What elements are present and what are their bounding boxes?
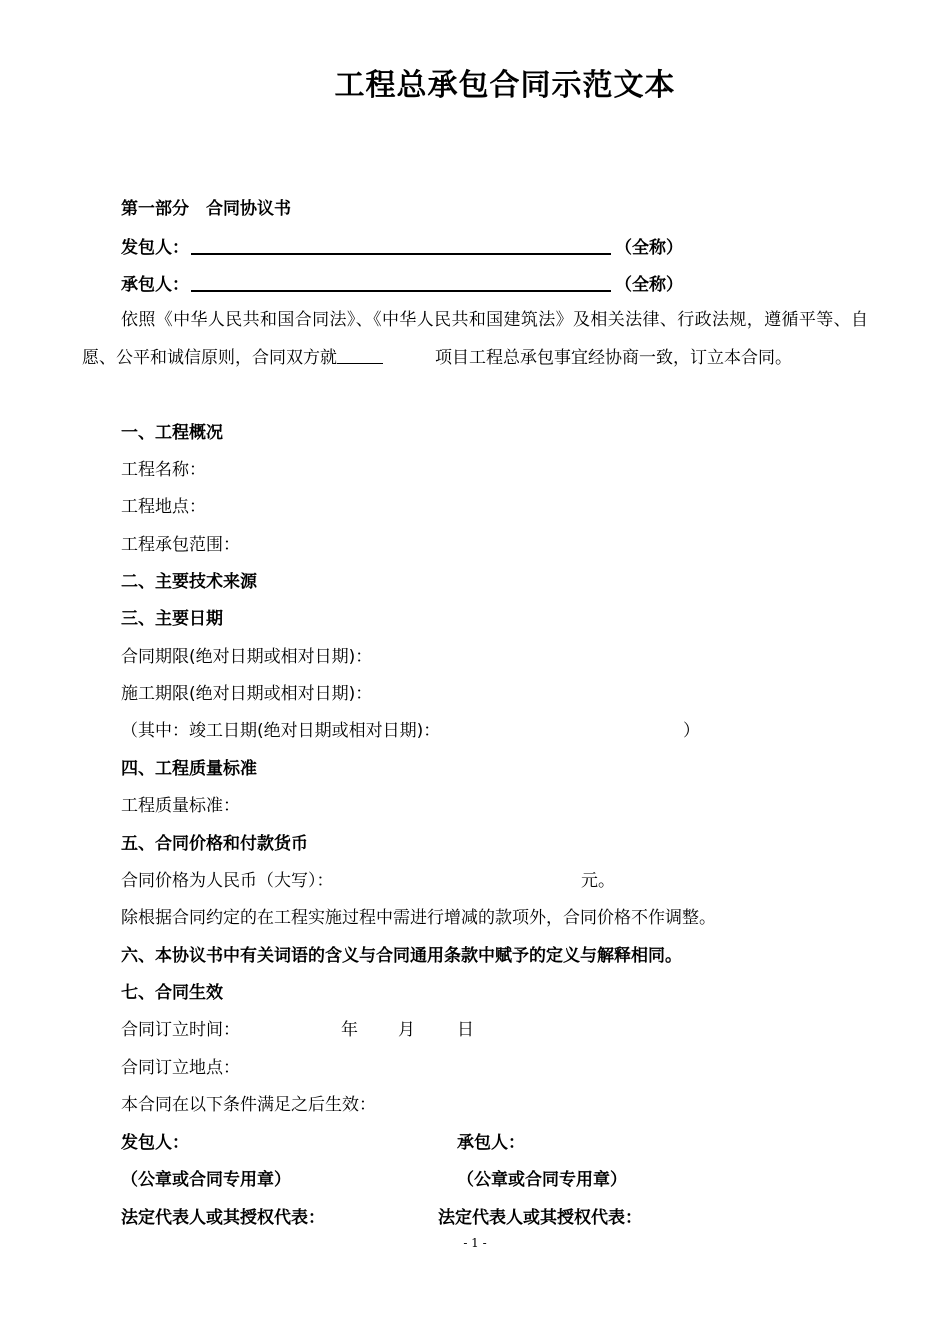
day-label: 日 xyxy=(457,1020,474,1040)
employer-line xyxy=(121,235,683,259)
signing-time-field: 合同订立时间： xyxy=(121,1020,240,1040)
year-label: 年 xyxy=(341,1020,358,1040)
section-1-heading: 一、工程概况 xyxy=(121,423,223,443)
project-location-field: 工程地点： xyxy=(121,497,206,517)
employer-representative: 法定代表人或其授权代表： xyxy=(121,1208,325,1228)
construction-period-field: 施工期限(绝对日期或相对日期)： xyxy=(121,684,373,704)
price-adjustment-note: 除根据合同约定的在工程实施过程中需进行增减的款项外，合同价格不作调整。 xyxy=(121,908,716,928)
employer-blank xyxy=(191,235,611,255)
completion-date-open: （其中：竣工日期(绝对日期或相对日期)： xyxy=(121,721,441,741)
intro-paragraph xyxy=(82,301,868,377)
section-5-heading: 五、合同价格和付款货币 xyxy=(121,834,308,854)
contract-period-field: 合同期限(绝对日期或相对日期)： xyxy=(121,647,373,667)
project-name-blank xyxy=(337,347,383,364)
quality-standard-field: 工程质量标准： xyxy=(121,796,240,816)
section-7-heading: 七、合同生效 xyxy=(121,983,223,1003)
document-title: 工程总承包合同示范文本 xyxy=(334,68,676,103)
employer-label: 发包人： xyxy=(121,238,189,258)
section-4-heading: 四、工程质量标准 xyxy=(121,759,257,779)
signing-place-field: 合同订立地点： xyxy=(121,1058,240,1078)
section-6-heading: 六、本协议书中有关词语的含义与合同通用条款中赋予的定义与解释相同。 xyxy=(121,946,682,966)
price-unit: 元。 xyxy=(581,871,615,891)
completion-date-close: ） xyxy=(683,721,700,741)
page-number: - 1 - xyxy=(463,1236,487,1250)
month-label: 月 xyxy=(398,1020,415,1040)
part-heading: 第一部分 合同协议书 xyxy=(121,199,291,219)
contractor-label: 承包人： xyxy=(121,275,189,295)
employer-sign-label: 发包人： xyxy=(121,1133,189,1153)
intro-text-before: 依照《中华人民共和国合同法》、《中华人民共和国建筑法》及相关法律、行政法规，遵循平等、自愿、公平和诚信原则，合同双方就 xyxy=(82,310,868,368)
contractor-representative: 法定代表人或其授权代表： xyxy=(438,1208,642,1228)
effective-condition: 本合同在以下条件满足之后生效： xyxy=(121,1095,376,1115)
employer-seal-note: （公章或合同专用章） xyxy=(121,1170,291,1190)
contract-price-field: 合同价格为人民币（大写）： xyxy=(121,871,334,891)
project-name-field: 工程名称： xyxy=(121,460,206,480)
contractor-sign-label: 承包人： xyxy=(457,1133,525,1153)
section-2-heading: 二、主要技术来源 xyxy=(121,572,257,592)
employer-fullname-note: （全称） xyxy=(615,238,683,258)
section-3-heading: 三、主要日期 xyxy=(121,609,223,629)
contractor-seal-note: （公章或合同专用章） xyxy=(457,1170,627,1190)
project-scope-field: 工程承包范围： xyxy=(121,535,240,555)
intro-text-after: 项目工程总承包事宜经协商一致，订立本合同。 xyxy=(435,348,792,368)
contractor-line xyxy=(121,272,683,296)
contractor-fullname-note: （全称） xyxy=(615,275,683,295)
contractor-blank xyxy=(191,272,611,292)
